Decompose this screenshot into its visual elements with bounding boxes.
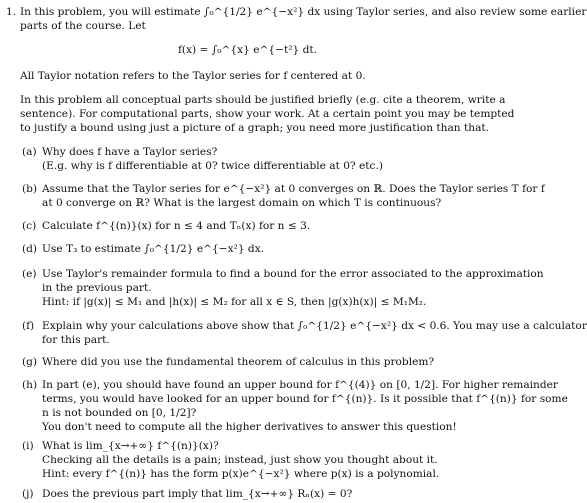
part-e-hint: Hint: if |g(x)| ≤ M₁ and |h(x)| ≤ M₂ for all x ∈ S, then |g(x)h(x)| ≤ M₁M₂. [42, 296, 427, 308]
part-label-d: (d) [22, 243, 38, 255]
part-h-line: terms, you would have looked for an upper bound for f^{(n)}. Is it possible that f^{(n)} for some [42, 393, 568, 405]
notation-sentence: All Taylor notation refers to the Taylor series for f centered at 0. [20, 70, 366, 82]
part-h-line: n is not bounded on [0, 1/2]? [42, 407, 197, 419]
part-label-g: (g) [22, 356, 38, 368]
intro-line-2: parts of the course. Let [20, 20, 146, 32]
part-label-e: (e) [22, 268, 37, 280]
part-e-line: in the previous part. [42, 282, 152, 294]
part-label-f: (f) [22, 320, 35, 332]
part-f-line: for this part. [42, 334, 110, 346]
part-j-line: Does the previous part imply that lim_{x→+∞} Rₙ(x) = 0? [42, 488, 353, 500]
justification-line: In this problem all conceptual parts should be justified briefly (e.g. cite a theorem, write a [20, 94, 506, 106]
part-label-j: (j) [22, 488, 34, 500]
justification-line: to justify a bound using just a picture of a graph; you need more justification than that. [20, 122, 490, 134]
part-label-b: (b) [22, 183, 38, 195]
part-d-line: Use T₃ to estimate ∫₀^{1/2} e^{−x²} dx. [42, 243, 265, 255]
part-label-c: (c) [22, 220, 37, 232]
justification-line: sentence). For computational parts, show your work. At a certain point you may be tempted [20, 108, 515, 120]
part-h-line: In part (e), you should have found an upper bound for f^{(4)} on [0, 1/2]. For higher remainder [42, 379, 558, 391]
part-a-line: (E.g. why is f differentiable at 0? twice differentiable at 0? etc.) [42, 160, 383, 172]
part-i-line: What is lim_{x→+∞} f^{(n)}(x)? [42, 440, 219, 452]
part-b-line: Assume that the Taylor series for e^{−x²} at 0 converges on ℝ. Does the Taylor series T for f [42, 183, 545, 195]
part-e-line: Use Taylor's remainder formula to find a bound for the error associated to the approximation [42, 268, 544, 280]
part-i-line: Checking all the details is a pain; instead, just show you thought about it. [42, 454, 438, 466]
intro-line-1: In this problem, you will estimate ∫₀^{1/2} e^{−x²} dx using Taylor series, and also review some earlier [20, 6, 587, 18]
part-f-line: Explain why your calculations above show that ∫₀^{1/2} e^{−x²} dx < 0.6. You may use a calculator [42, 320, 587, 332]
part-c-line: Calculate f^{(n)}(x) for n ≤ 4 and Tₙ(x) for n ≤ 3. [42, 220, 311, 232]
part-h-line: You don't need to compute all the higher derivatives to answer this question! [42, 421, 457, 433]
part-a-line: Why does f have a Taylor series? [42, 146, 218, 158]
part-b-line: at 0 converge on ℝ? What is the largest domain on which T is continuous? [42, 197, 442, 209]
part-i-hint: Hint: every f^{(n)} has the form p(x)e^{−x²} where p(x) is a polynomial. [42, 468, 440, 480]
item-number: 1. [6, 6, 17, 18]
part-label-h: (h) [22, 379, 38, 391]
definition-equation: f(x) = ∫₀^{x} e^{−t²} dt. [178, 44, 318, 56]
part-label-a: (a) [22, 146, 37, 158]
part-g-line: Where did you use the fundamental theorem of calculus in this problem? [42, 356, 435, 368]
part-label-i: (i) [22, 440, 34, 452]
